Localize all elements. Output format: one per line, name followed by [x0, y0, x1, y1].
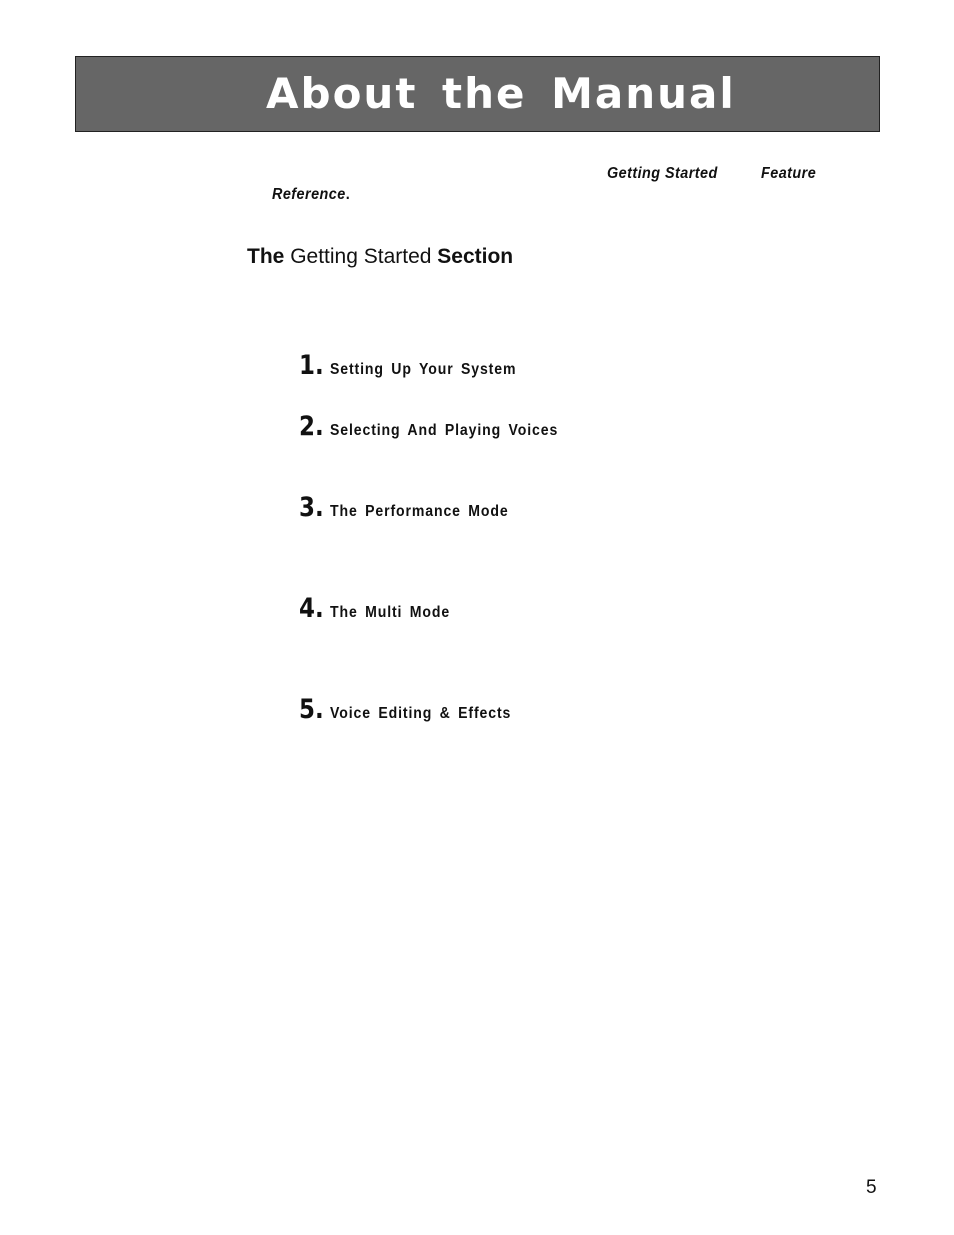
toc-item-number: 5.: [299, 694, 324, 725]
intro-term-reference-text: Reference: [272, 186, 346, 203]
toc-item-number: 1.: [299, 350, 324, 381]
intro-term-getting-started: Getting Started: [607, 165, 718, 182]
intro-period: .: [345, 186, 351, 203]
section-heading-suffix: Section: [437, 245, 514, 268]
intro-term-reference: [272, 186, 350, 204]
title-banner: [75, 56, 880, 132]
toc-item-number: 3.: [299, 492, 324, 523]
toc-item-label: The Performance Mode: [329, 503, 509, 520]
toc-item-number: 4.: [299, 593, 324, 624]
toc-item-label: Voice Editing & Effects: [329, 705, 511, 722]
page-title: About the Manual: [266, 69, 736, 118]
section-heading-name: Getting Started: [290, 245, 432, 268]
toc-item-label: Setting Up Your System: [329, 361, 516, 378]
toc-item-1: [299, 350, 541, 381]
toc-item-label: The Multi Mode: [329, 604, 450, 621]
page-number: 5: [866, 1177, 877, 1198]
toc-item-4: [299, 593, 466, 624]
section-heading-prefix: The: [247, 245, 285, 268]
toc-item-2: [299, 411, 589, 442]
toc-item-label: Selecting And Playing Voices: [329, 422, 558, 439]
intro-term-feature: Feature: [761, 165, 817, 182]
toc-item-number: 2.: [299, 411, 324, 442]
section-heading: [247, 244, 513, 270]
toc-item-5: [299, 694, 535, 725]
toc-item-3: [299, 492, 532, 523]
